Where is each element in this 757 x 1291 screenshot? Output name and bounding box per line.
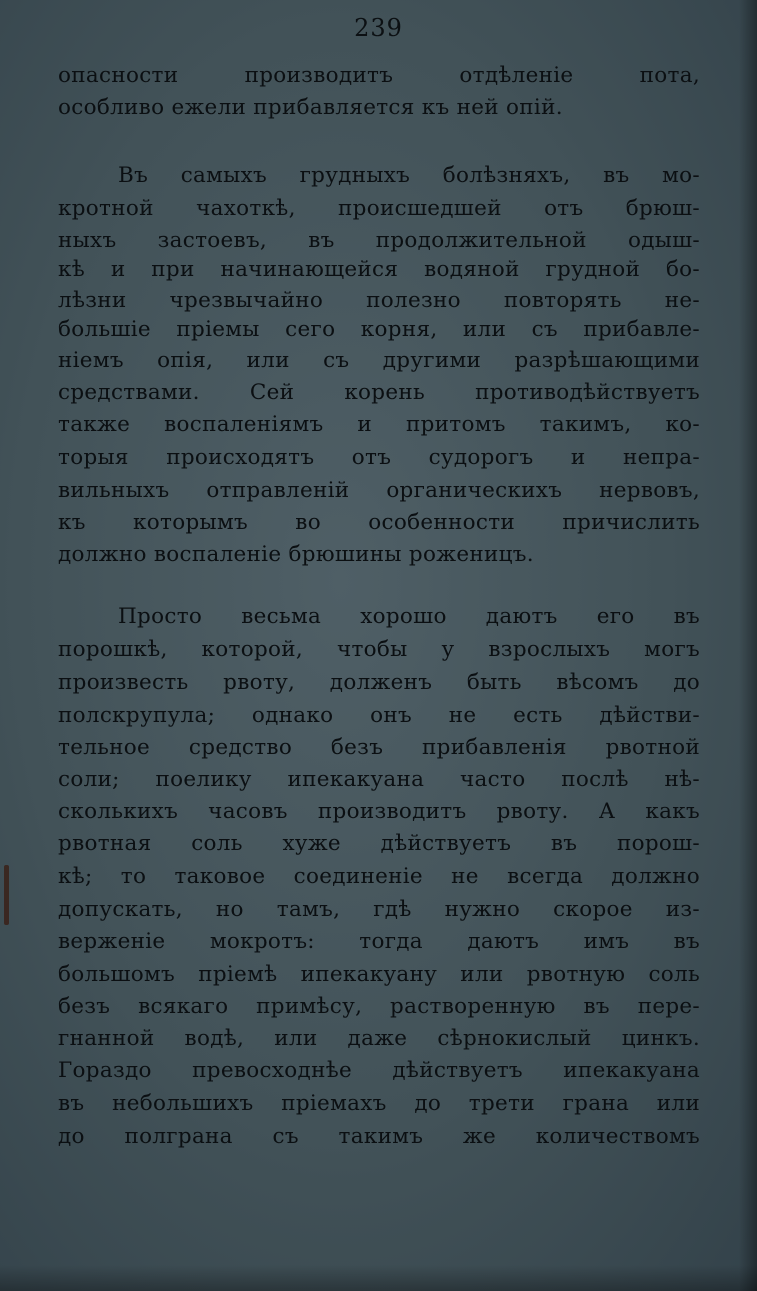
text-line: порошкѣ, которой, чтобы у взрослыхъ могъ [58,637,700,662]
text-line: полскрупула; однако онъ не есть дѣйстви- [58,703,700,728]
text-line: ныхъ застоевъ, въ продолжительной одыш- [58,228,700,253]
text-line: верженіе мокротъ: тогда даютъ имъ въ [58,929,700,954]
text-line: кѣ; то таковое соединеніе не всегда должно [58,864,700,889]
text-line: гнанной водѣ, или даже сѣрнокислый цинкъ. [58,1026,700,1051]
text-line: также воспаленіямъ и притомъ такимъ, ко- [58,412,700,437]
text-line: должно воспаленіе брюшины роженицъ. [58,542,534,567]
text-line: кѣ и при начинающейся водяной грудной бо- [58,257,700,282]
page-bottom-edge [0,1265,757,1291]
text-line: въ небольшихъ пріемахъ до трети грана или [58,1091,700,1116]
text-line: особливо ежели прибавляется къ ней опій. [58,95,563,120]
page-edge-stain [4,865,9,925]
page-shadow [739,0,757,1291]
text-line: кротной чахоткѣ, происшедшей отъ брюш- [58,196,700,221]
text-line: тельное средство безъ прибавленія рвотной [58,735,700,760]
text-line: лѣзни чрезвычайно полезно повторять не- [58,288,700,313]
text-line: соли; поелику ипекакуана часто послѣ нѣ- [58,767,700,792]
text-line: ніемъ опія, или съ другими разрѣшающими [58,348,700,373]
text-line: большомъ пріемѣ ипекакуану или рвотную соль [58,962,700,987]
text-line: до полграна съ такимъ же количествомъ [58,1124,700,1149]
text-line: сколькихъ часовъ производитъ рвоту. А какъ [58,799,700,824]
page-number: 239 [354,14,403,42]
text-line: Гораздо превосходнѣе дѣйствуетъ ипекакуана [58,1058,700,1083]
text-line: средствами. Сей корень противодѣйствуетъ [58,380,700,405]
text-line: опасности производитъ отдѣленіе пота, [58,63,700,88]
text-line: рвотная соль хуже дѣйствуетъ въ порош- [58,831,700,856]
text-line: Въ самыхъ грудныхъ болѣзняхъ, въ мо- [118,163,700,188]
text-line: допускать, но тамъ, гдѣ нужно скорое из- [58,897,700,922]
text-line: вильныхъ отправленій органическихъ нервовъ, [58,478,700,503]
text-line: къ которымъ во особенности причислить [58,510,700,535]
text-line: большіе пріемы сего корня, или съ прибавле- [58,317,700,342]
text-line: торыя происходятъ отъ судорогъ и непра- [58,445,700,470]
text-line: произвесть рвоту, долженъ быть вѣсомъ до [58,670,700,695]
text-line: безъ всякаго примѣсу, растворенную въ пере- [58,994,700,1019]
text-line: Просто весьма хорошо даютъ его въ [118,604,700,629]
